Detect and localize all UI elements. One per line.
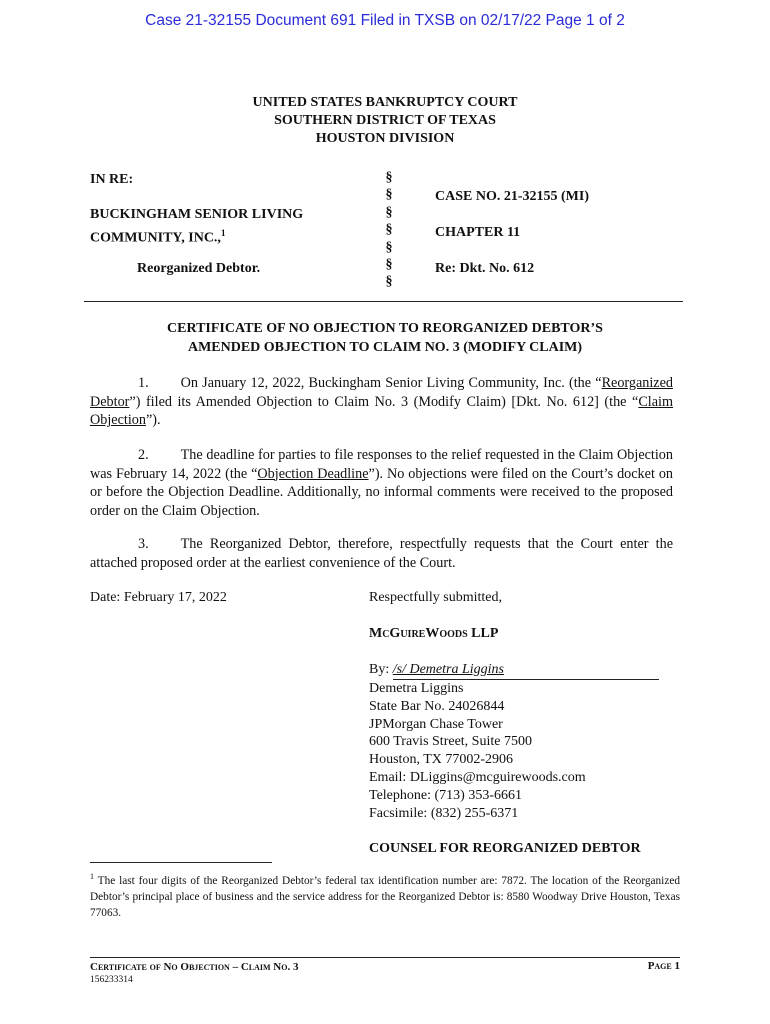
- defined-term: Objection Deadline: [257, 465, 369, 482]
- page-number: Page 1: [647, 960, 680, 972]
- section-symbol-column: [382, 169, 396, 291]
- document-title: [0, 319, 770, 357]
- debtor-name-line1: BUCKINGHAM SENIOR LIVING: [90, 207, 304, 222]
- address-line3: Houston, TX 77002-2906: [369, 752, 514, 768]
- footnote: $^1$ The last four digits of the Reorganized Debtor’s federal tax identification number are: 7872. The location of the Reorganized Debtor’s principal place of business and the service address for the Reorganized Debtor is: 8580 Woodway Drive Houston, Texas 77063.: [90, 872, 681, 920]
- bar-number: State Bar No. 24026844: [369, 698, 505, 714]
- court-caption-heading: [0, 94, 770, 148]
- section-symbol: §: [385, 222, 393, 238]
- address-line2: 600 Travis Street, Suite 7500: [369, 734, 532, 750]
- closing: Respectfully submitted,: [369, 590, 502, 605]
- debtor-role: Reorganized Debtor.: [137, 261, 261, 276]
- paragraph-number: 2.: [138, 447, 149, 463]
- firm-name: McGuireWoods LLP: [369, 625, 499, 641]
- date-line: Date: February 17, 2022: [90, 590, 227, 605]
- electronic-signature: /s/ Demetra Liggins: [392, 661, 504, 677]
- paragraph-number: 3.: [138, 536, 149, 552]
- filing-header-stamp: Case 21-32155 Document 691 Filed in TXSB on 02/17/22 Page 1 of 2: [145, 12, 625, 29]
- in-re-label: IN RE:: [90, 172, 134, 187]
- footnote-marker: 1: [90, 872, 94, 881]
- signature-line: By: /s/ Demetra Liggins: [369, 661, 689, 680]
- debtor-name: [90, 206, 303, 248]
- defined-term: Claim Objection: [90, 393, 673, 429]
- facsimile: Facsimile: (832) 255-6371: [369, 806, 519, 822]
- address-line1: JPMorgan Chase Tower: [369, 716, 503, 732]
- debtor-name-line2: COMMUNITY, INC.,$^1$: [90, 228, 226, 246]
- document-id: 156233314: [90, 975, 133, 985]
- section-symbol: §: [385, 257, 393, 273]
- section-symbol: §: [385, 170, 393, 185]
- paragraph-1: 1. On January 12, 2022, Buckingham Senior Living Community, Inc. (the “Reorganized Debtor”) filed its Amended Objection to Claim No. 3 (Modify Claim) [Dkt. No. 612] (the “Claim Objection”).: [90, 375, 673, 429]
- footer-divider: [90, 957, 680, 958]
- attorney-name: Demetra Liggins: [369, 680, 464, 696]
- court-division: HOUSTON DIVISION: [315, 131, 455, 146]
- case-number: CASE NO. 21-32155 (MI): [435, 189, 589, 204]
- footnote-ref: 1: [220, 228, 226, 238]
- footnote-divider: [90, 862, 272, 863]
- paragraph-3: 3. The Reorganized Debtor, therefore, respectfully requests that the Court enter the attached proposed order at the earliest convenience of the Court.: [90, 536, 673, 571]
- telephone: Telephone: (713) 353-6661: [369, 788, 522, 804]
- section-symbol: §: [385, 239, 393, 255]
- docket-reference: Re: Dkt. No. 612: [435, 261, 535, 276]
- title-line1: CERTIFICATE OF NO OBJECTION TO REORGANIZED DEBTOR’S: [167, 321, 603, 336]
- defined-term: Reorganized Debtor: [90, 375, 673, 410]
- caption-divider: [84, 301, 683, 302]
- paragraph-number: 1.: [138, 375, 149, 391]
- email: Email: DLiggins@mcguirewoods.com: [369, 770, 586, 786]
- title-line2: AMENDED OBJECTION TO CLAIM NO. 3 (MODIFY CLAIM): [187, 340, 583, 355]
- signature-block: [369, 589, 689, 858]
- counsel-designation: COUNSEL FOR REORGANIZED DEBTOR: [369, 840, 641, 856]
- court-district: SOUTHERN DISTRICT OF TEXAS: [274, 113, 496, 128]
- footer-title: Certificate of No Objection – Claim No. 3: [90, 961, 299, 973]
- paragraph-2: 2. The deadline for parties to file responses to the relief requested in the Claim Objection was February 14, 2022 (the “Objection Deadline”). No objections were filed on the Court’s docket on or before the Objection Deadline. Additionally, no informal comments were received to the proposed order on the Claim Objection.: [90, 447, 674, 519]
- section-symbol: §: [385, 187, 393, 203]
- section-symbol: §: [385, 204, 393, 220]
- court-name: UNITED STATES BANKRUPTCY COURT: [252, 95, 518, 110]
- section-symbol: §: [385, 274, 393, 290]
- chapter: CHAPTER 11: [435, 225, 521, 240]
